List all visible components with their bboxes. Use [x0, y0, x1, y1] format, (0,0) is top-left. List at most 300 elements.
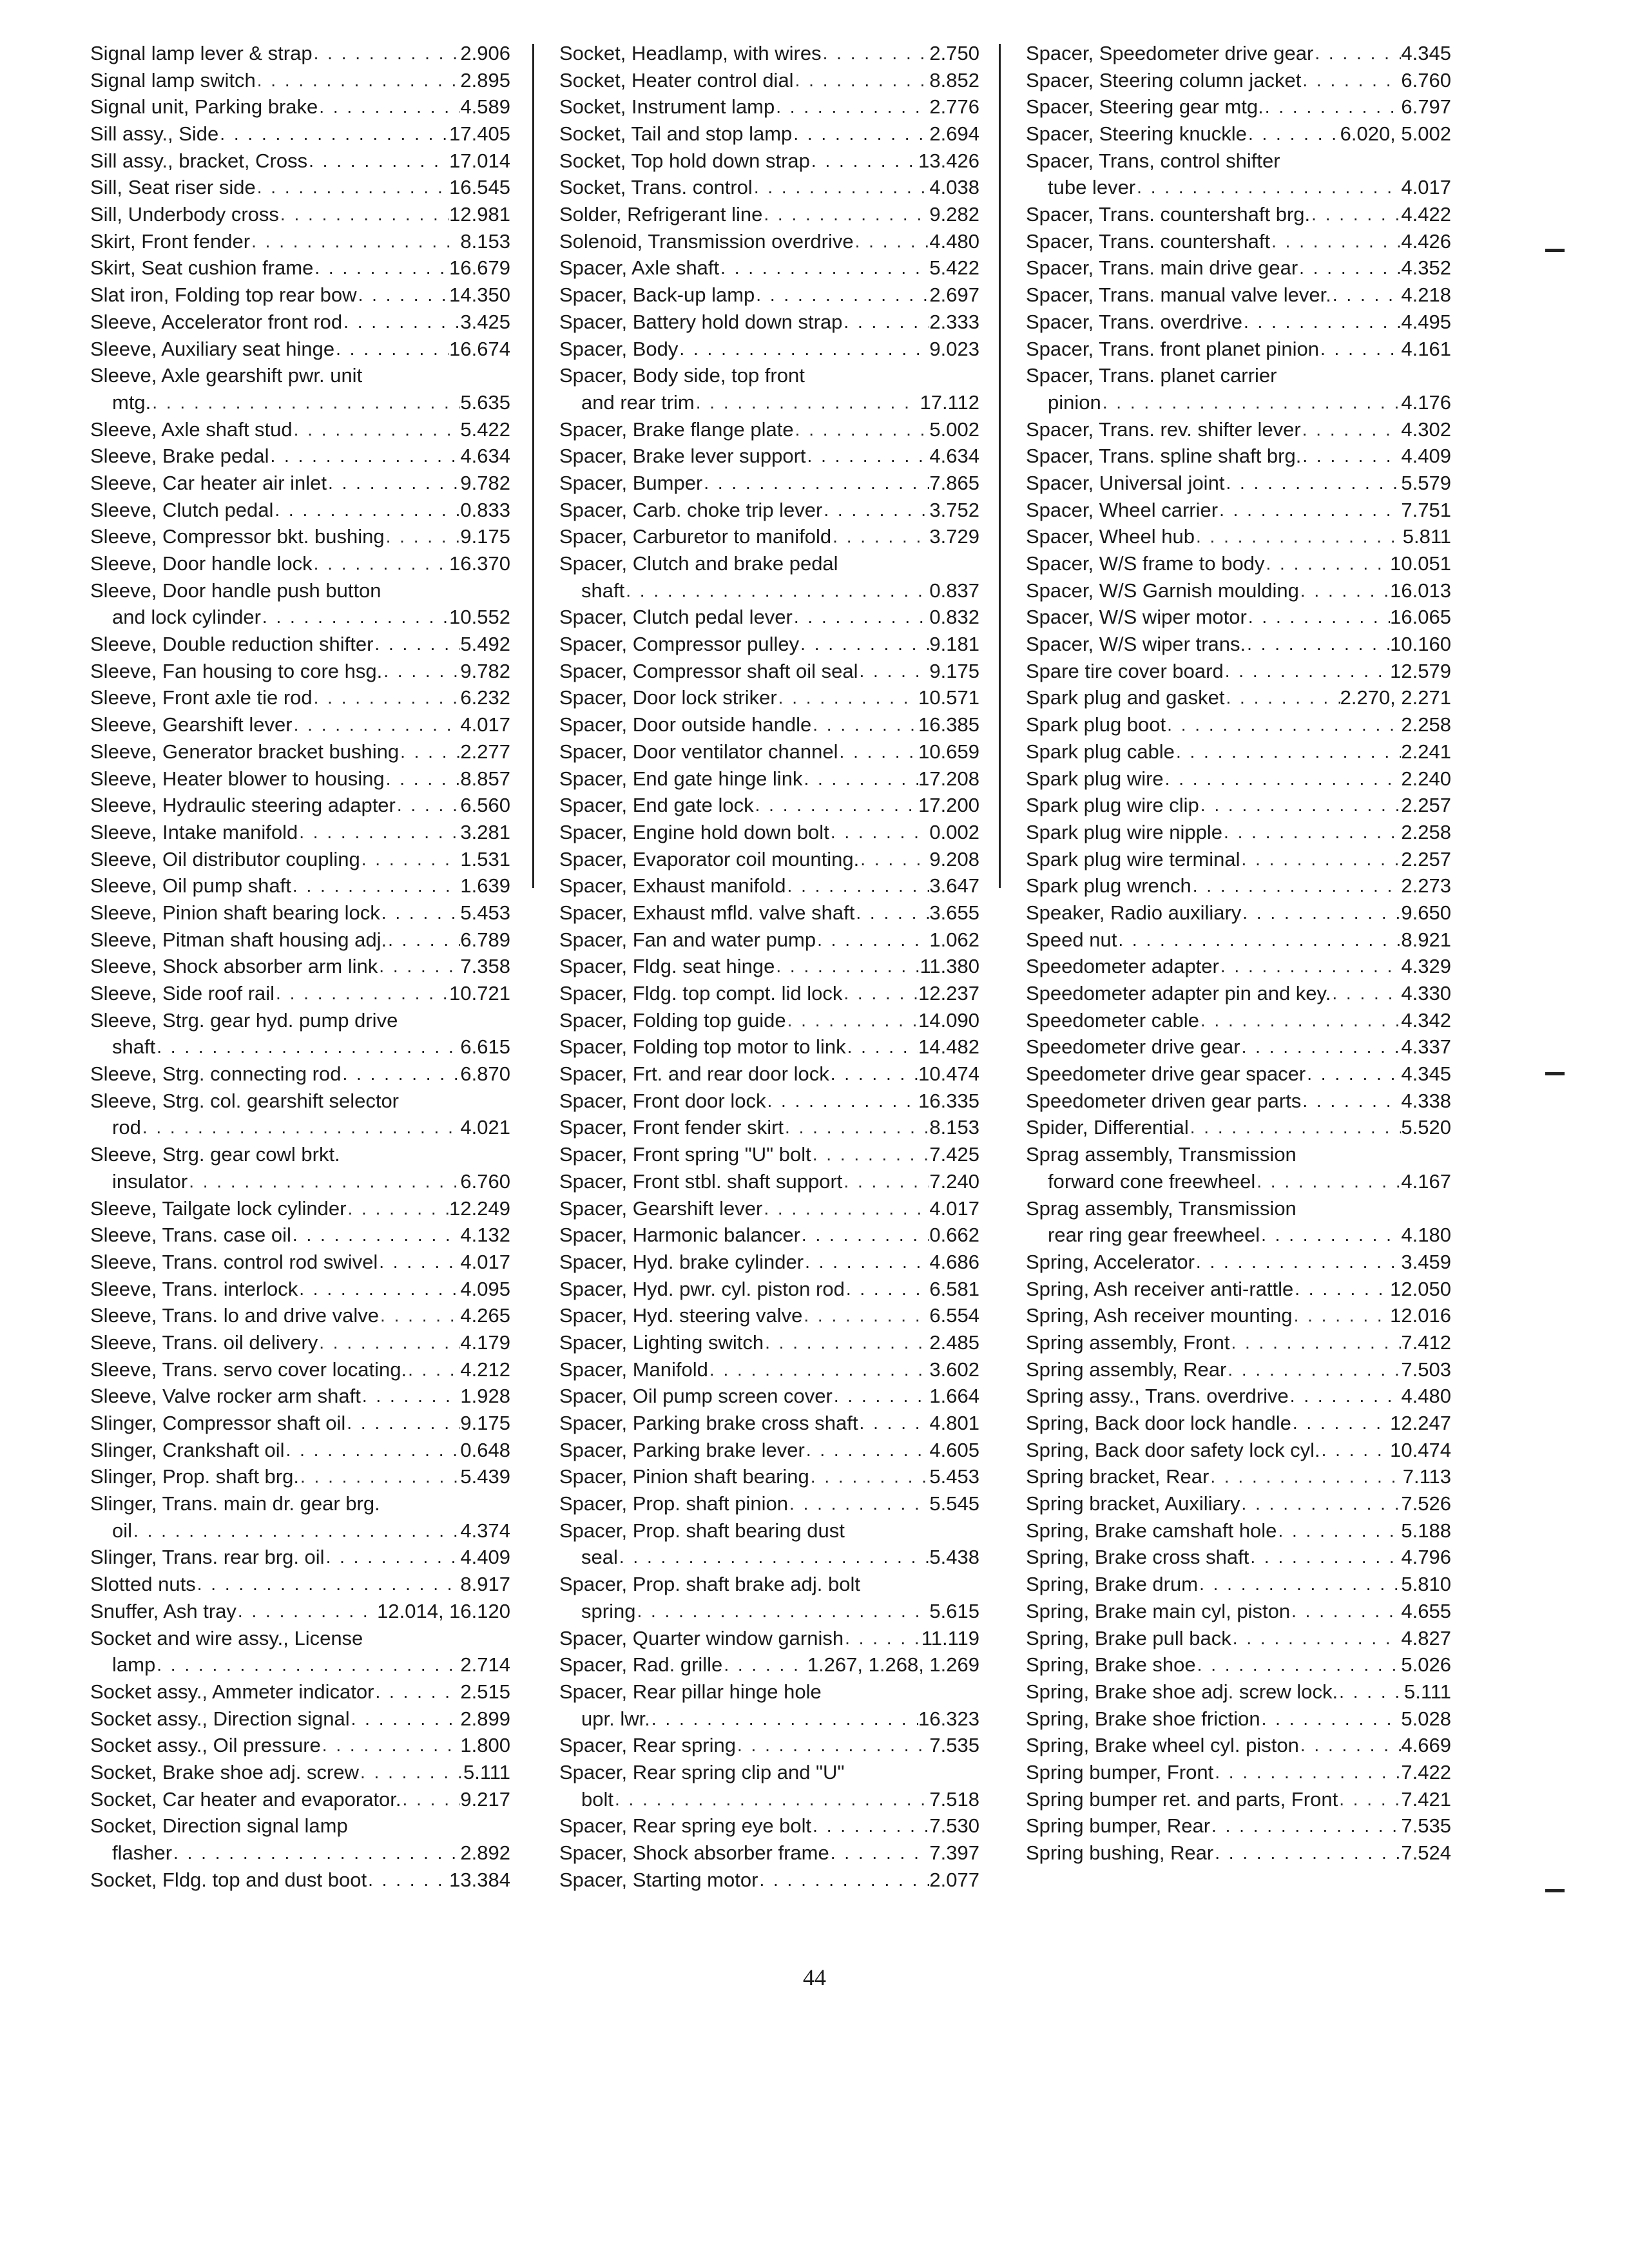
entry-reference: 8.917	[460, 1573, 510, 1596]
index-entry	[90, 685, 510, 712]
dot-leader	[1210, 1812, 1401, 1840]
index-entry	[1026, 497, 1451, 524]
entry-reference: 16.385	[918, 713, 979, 736]
entry-reference: 1.267, 1.268, 1.269	[807, 1653, 979, 1677]
index-entry	[90, 1302, 510, 1329]
index-entry	[559, 604, 979, 631]
dot-leader	[318, 1329, 460, 1356]
entry-reference: 7.535	[929, 1734, 979, 1757]
index-entry	[1026, 1410, 1451, 1437]
index-entry	[559, 953, 979, 980]
index-entry	[90, 658, 510, 685]
dot-leader	[846, 1033, 919, 1061]
entry-reference: 9.650	[1401, 901, 1451, 924]
dot-leader	[378, 1249, 460, 1276]
entry-reference: 6.615	[460, 1035, 510, 1059]
entry-reference: 4.480	[929, 229, 979, 253]
dot-leader	[1191, 872, 1402, 899]
dot-leader	[702, 470, 929, 497]
index-entry	[1026, 1840, 1451, 1867]
index-entry	[90, 1732, 510, 1759]
entry-term: Spacer, Wheel carrier	[1026, 498, 1219, 521]
entry-reference: 5.111	[1404, 1680, 1451, 1703]
entry-reference: 2.270, 2.271	[1340, 686, 1451, 709]
dot-leader	[843, 1625, 921, 1652]
entry-reference: 4.218	[1401, 284, 1451, 307]
entry-reference: 6.232	[460, 686, 510, 709]
entry-reference: 7.425	[929, 1143, 979, 1166]
index-entry	[1026, 1033, 1451, 1061]
entry-term: Socket, Tail and stop lamp	[559, 122, 793, 146]
entry-term: Spacer, Rear pillar hinge hole	[559, 1680, 822, 1703]
entry-term: seal	[581, 1546, 618, 1569]
entry-term: Spacer, Front fender skirt	[559, 1116, 784, 1139]
entry-reference: 4.409	[1401, 445, 1451, 468]
index-entry	[1026, 1812, 1451, 1840]
index-entry	[90, 67, 510, 94]
entry-term: Spacer, Carb. choke trip lever	[559, 498, 823, 521]
index-entry	[559, 765, 979, 793]
index-entry	[559, 1222, 979, 1249]
dot-leader	[1240, 1033, 1402, 1061]
entry-term: shaft	[112, 1035, 156, 1059]
dot-leader	[291, 872, 461, 899]
entry-term: Spacer, Fldg. seat hinge	[559, 955, 775, 978]
index-entry	[90, 1463, 510, 1490]
entry-term: oil	[112, 1519, 133, 1542]
dot-leader	[373, 631, 460, 658]
dot-leader	[385, 523, 461, 550]
dot-leader	[758, 1867, 929, 1894]
dot-leader	[291, 1222, 461, 1249]
entry-term: Spacer, Door ventilator channel	[559, 740, 838, 763]
entry-reference: 4.180	[1401, 1224, 1451, 1247]
index-entry	[559, 819, 979, 846]
dot-leader	[1319, 336, 1401, 363]
index-entry	[90, 148, 510, 175]
index-entry	[1026, 980, 1451, 1007]
entry-term: Spark plug boot	[1026, 713, 1166, 736]
index-entry	[1026, 550, 1451, 577]
entry-reference: 8.153	[929, 1116, 979, 1139]
entry-reference: 10.474	[918, 1062, 979, 1086]
index-entry	[90, 1598, 510, 1625]
index-entry	[1026, 953, 1451, 980]
index-entry	[559, 1383, 979, 1410]
entry-term: Spring bracket, Auxiliary	[1026, 1492, 1240, 1515]
dot-leader	[736, 1732, 929, 1759]
entry-reference: 5.579	[1401, 471, 1451, 494]
dot-leader	[1301, 416, 1402, 443]
entry-term: Spacer, End gate hinge link	[559, 767, 803, 790]
dot-leader	[1301, 67, 1401, 94]
index-entry	[559, 1544, 979, 1571]
dot-leader	[635, 1598, 929, 1625]
entry-reference: 6.870	[460, 1062, 510, 1086]
entry-term: Spark plug wrench	[1026, 874, 1191, 898]
entry-reference: 8.852	[929, 68, 979, 91]
entry-reference: 10.160	[1390, 633, 1451, 656]
index-entry	[90, 1812, 510, 1840]
index-entry	[559, 1007, 979, 1034]
index-entry	[90, 443, 510, 470]
entry-reference: 1.531	[460, 847, 510, 870]
index-entry	[559, 93, 979, 120]
dot-leader	[350, 1706, 461, 1733]
entry-reference: 7.113	[1402, 1465, 1451, 1488]
index-entry	[559, 1302, 979, 1329]
index-entry	[90, 1517, 510, 1544]
entry-reference: 10.721	[449, 982, 510, 1005]
entry-term: Spacer, Evaporator coil mounting.	[559, 847, 860, 870]
index-entry	[90, 1033, 510, 1061]
entry-reference: 17.405	[449, 122, 510, 146]
entry-term: Signal unit, Parking brake	[90, 95, 318, 119]
entry-reference: 4.167	[1401, 1169, 1451, 1193]
entry-reference: 4.017	[929, 1196, 979, 1220]
dot-leader	[1249, 1544, 1401, 1571]
entry-reference: 2.515	[460, 1680, 510, 1703]
entry-reference: 9.023	[929, 337, 979, 360]
index-entry	[1026, 738, 1451, 765]
entry-term: Slotted nuts	[90, 1573, 196, 1596]
index-entry	[90, 1759, 510, 1786]
entry-term: Sleeve, Trans. case oil	[90, 1224, 291, 1247]
index-entry	[90, 1061, 510, 1088]
entry-reference: 5.438	[929, 1546, 979, 1569]
entry-reference: 4.330	[1401, 982, 1451, 1005]
entry-reference: 11.380	[920, 955, 979, 978]
entry-reference: 3.602	[929, 1358, 979, 1381]
dot-leader	[346, 1195, 449, 1222]
dot-leader	[764, 1329, 929, 1356]
index-entry	[1026, 1168, 1451, 1195]
entry-term: Skirt, Seat cushion frame	[90, 256, 314, 280]
entry-term: Solder, Refrigerant line	[559, 203, 763, 226]
entry-term: Spacer, W/S wiper trans.	[1026, 633, 1246, 656]
index-entry	[559, 1651, 979, 1678]
entry-reference: 14.482	[918, 1035, 979, 1059]
dot-leader	[618, 1544, 930, 1571]
entry-term: Spark plug and gasket	[1026, 686, 1225, 709]
dot-leader	[799, 631, 929, 658]
entry-term: Spacer, Exhaust mfld. valve shaft	[559, 901, 855, 924]
entry-reference: 8.921	[1401, 928, 1451, 951]
index-entry	[90, 120, 510, 148]
entry-term: Sleeve, Brake pedal	[90, 445, 269, 468]
dot-leader	[345, 1410, 460, 1437]
index-entry	[1026, 1222, 1451, 1249]
dot-leader	[829, 1840, 930, 1867]
entry-reference: 6.760	[1401, 68, 1451, 91]
index-entry	[90, 1329, 510, 1356]
entry-term: Spring, Ash receiver mounting	[1026, 1304, 1293, 1327]
entry-reference: 9.175	[929, 659, 979, 682]
index-entry	[559, 228, 979, 255]
dot-leader	[1224, 658, 1390, 685]
entry-reference: 4.345	[1401, 1062, 1451, 1086]
entry-reference: 2.485	[929, 1331, 979, 1354]
entry-reference: 16.323	[918, 1707, 979, 1730]
entry-reference: 2.241	[1401, 740, 1451, 763]
index-entry	[559, 1195, 979, 1222]
entry-term: Spacer, End gate lock	[559, 794, 754, 817]
index-entry	[90, 255, 510, 282]
index-entry	[559, 1598, 979, 1625]
dot-leader	[1338, 1678, 1404, 1706]
entry-term: Spacer, Wheel hub	[1026, 525, 1195, 548]
entry-term: Sleeve, Trans. lo and drive valve	[90, 1304, 380, 1327]
index-entry	[1026, 1249, 1451, 1276]
entry-reference: 14.090	[918, 1008, 979, 1032]
entry-term: and rear trim	[581, 390, 695, 414]
entry-term: Spacer, Clutch pedal lever	[559, 606, 793, 629]
index-entry	[1026, 765, 1451, 793]
entry-reference: 2.240	[1401, 767, 1451, 790]
dot-leader	[1264, 550, 1390, 577]
dot-leader	[811, 711, 918, 738]
dot-leader	[792, 120, 929, 148]
entry-term: Sleeve, Trans. control rod swivel	[90, 1250, 378, 1273]
entry-term: Spacer, Bumper	[559, 471, 703, 494]
entry-reference: 4.345	[1401, 41, 1451, 64]
entry-term: Spring, Brake shoe adj. screw lock.	[1026, 1680, 1338, 1703]
dot-leader	[379, 1302, 460, 1329]
dot-leader	[1209, 1463, 1402, 1490]
dot-leader	[1260, 1706, 1402, 1733]
index-entry	[1026, 1007, 1451, 1034]
index-entry	[1026, 1706, 1451, 1733]
entry-term: Spacer, Prop. shaft bearing dust	[559, 1519, 845, 1542]
index-entry	[90, 1195, 510, 1222]
entry-reference: 5.615	[929, 1599, 979, 1622]
entry-term: Spring assembly, Rear	[1026, 1358, 1227, 1381]
entry-reference: 4.095	[460, 1277, 510, 1300]
entry-term: Spring, Back door lock handle	[1026, 1412, 1291, 1435]
index-entry	[90, 389, 510, 416]
index-entry	[1026, 658, 1451, 685]
entry-reference: 2.333	[929, 310, 979, 333]
index-entry	[1026, 631, 1451, 658]
entry-term: Spring, Brake pull back	[1026, 1626, 1231, 1649]
index-entry	[1026, 872, 1451, 899]
dot-leader	[838, 738, 919, 765]
entry-term: Solenoid, Transmission overdrive	[559, 229, 854, 253]
dot-leader	[786, 872, 930, 899]
index-entry	[90, 228, 510, 255]
index-entry	[1026, 362, 1451, 389]
index-entry	[90, 1168, 510, 1195]
entry-reference: 2.694	[929, 122, 979, 146]
entry-reference: 2.273	[1401, 874, 1451, 898]
index-entry	[559, 1706, 979, 1733]
entry-reference: 6.760	[460, 1169, 510, 1193]
entry-term: Spring bracket, Rear	[1026, 1465, 1210, 1488]
index-entry	[1026, 443, 1451, 470]
entry-reference: 4.669	[1401, 1734, 1451, 1757]
entry-term: Sleeve, Strg. gear hyd. pump drive	[90, 1008, 398, 1032]
entry-reference: 2.895	[460, 68, 510, 91]
index-entry	[1026, 1786, 1451, 1813]
index-entry	[90, 416, 510, 443]
entry-term: Speed nut	[1026, 928, 1117, 951]
dot-leader	[218, 120, 449, 148]
entry-term: Speedometer adapter	[1026, 955, 1219, 978]
dot-leader	[800, 1222, 930, 1249]
index-entry	[1026, 1625, 1451, 1652]
entry-term: Sleeve, Clutch pedal	[90, 498, 274, 521]
entry-term: Signal lamp lever & strap	[90, 41, 313, 64]
entry-term: Spare tire cover board	[1026, 659, 1224, 682]
entry-term: Spacer, Folding top guide	[559, 1008, 786, 1032]
entry-reference: 5.111	[463, 1760, 510, 1783]
index-entry	[559, 846, 979, 873]
dot-leader	[822, 497, 929, 524]
entry-term: Spacer, Battery hold down strap	[559, 310, 843, 333]
index-entry	[559, 389, 979, 416]
entry-term: Spacer, Manifold	[559, 1358, 708, 1381]
dot-leader	[385, 765, 461, 793]
index-entry	[559, 1625, 979, 1652]
entry-term: Spacer, Brake flange plate	[559, 418, 794, 441]
index-entry	[90, 1410, 510, 1437]
dot-leader	[172, 1840, 460, 1867]
index-entry	[1026, 1088, 1451, 1115]
entry-reference: 12.237	[918, 982, 979, 1005]
dot-leader	[842, 309, 929, 336]
dot-leader	[1213, 1759, 1401, 1786]
entry-term: Spacer, Exhaust manifold	[559, 874, 786, 898]
dot-leader	[1199, 792, 1402, 819]
dot-leader	[1229, 1329, 1401, 1356]
index-entry	[559, 523, 979, 550]
entry-term: Spacer, Rad. grille	[559, 1653, 723, 1677]
entry-term: Socket assy., Direction signal	[90, 1707, 350, 1730]
margin-mark	[1545, 1889, 1565, 1892]
index-entry	[90, 1867, 510, 1894]
dot-leader	[1199, 1007, 1402, 1034]
dot-leader	[256, 67, 461, 94]
index-entry	[559, 658, 979, 685]
dot-leader	[1164, 765, 1402, 793]
entry-term: Spacer, Carburetor to manifold	[559, 525, 832, 548]
entry-term: Spacer, Trans. countershaft brg.	[1026, 203, 1311, 226]
index-entry	[1026, 1141, 1451, 1168]
entry-reference: 3.647	[929, 874, 979, 898]
dot-leader	[753, 174, 930, 201]
dot-leader	[360, 846, 461, 873]
entry-reference: 4.589	[460, 95, 510, 119]
entry-term: Sleeve, Fan housing to core hsg.	[90, 659, 383, 682]
index-entry	[1026, 1329, 1451, 1356]
entry-term: Spacer, Steering column jacket	[1026, 68, 1302, 91]
index-entry	[559, 255, 979, 282]
dot-leader	[1291, 1410, 1390, 1437]
entry-reference: 4.686	[929, 1250, 979, 1273]
entry-term: Sleeve, Car heater air inlet	[90, 471, 327, 494]
entry-term: Speedometer cable	[1026, 1008, 1199, 1032]
entry-term: Sleeve, Pitman shaft housing adj.	[90, 928, 387, 951]
dot-leader	[132, 1517, 460, 1544]
entry-reference: 4.017	[1401, 176, 1451, 199]
entry-term: Sleeve, Double reduction shifter	[90, 633, 374, 656]
entry-reference: 10.051	[1390, 552, 1451, 575]
entry-term: Spacer, Harmonic balancer	[559, 1224, 800, 1247]
dot-leader	[613, 1786, 929, 1813]
index-entry	[559, 362, 979, 389]
entry-reference: 5.520	[1401, 1116, 1451, 1139]
entry-term: Spacer, W/S wiper motor	[1026, 606, 1247, 629]
dot-leader	[1270, 228, 1401, 255]
margin-mark	[1545, 1072, 1565, 1075]
index-entry	[1026, 1383, 1451, 1410]
dot-leader	[1240, 1490, 1402, 1517]
index-entry	[90, 738, 510, 765]
dot-leader	[313, 685, 461, 712]
index-entry	[559, 1088, 979, 1115]
index-entry	[559, 470, 979, 497]
entry-term: Spring bushing, Rear	[1026, 1841, 1214, 1865]
dot-leader	[380, 899, 461, 927]
dot-leader	[1246, 631, 1390, 658]
index-entry	[1026, 40, 1451, 67]
index-entry	[1026, 148, 1451, 175]
dot-leader	[285, 1437, 461, 1464]
entry-term: bolt	[581, 1787, 613, 1811]
entry-reference: 13.426	[918, 149, 979, 172]
index-entry	[559, 309, 979, 336]
entry-term: Spacer, Trans, control shifter	[1026, 149, 1280, 172]
dot-leader	[367, 1867, 449, 1894]
index-entry	[1026, 228, 1451, 255]
entry-term: Sleeve, Door handle lock	[90, 552, 313, 575]
entry-reference: 9.782	[460, 659, 510, 682]
entry-reference: 4.655	[1401, 1599, 1451, 1622]
entry-reference: 5.026	[1401, 1653, 1451, 1677]
entry-term: Sleeve, Trans. interlock	[90, 1277, 298, 1300]
dot-leader	[833, 1383, 930, 1410]
dot-leader	[842, 980, 918, 1007]
entry-term: Spring assy., Trans. overdrive	[1026, 1385, 1289, 1408]
index-entry	[90, 1141, 510, 1168]
index-entry	[1026, 201, 1451, 228]
column-divider	[999, 44, 1001, 888]
entry-reference: 7.751	[1401, 498, 1451, 521]
entry-term: Sleeve, Oil distributor coupling	[90, 847, 360, 870]
dot-leader	[155, 1651, 460, 1678]
entry-term: Speedometer adapter pin and key.	[1026, 982, 1331, 1005]
column-divider	[532, 44, 534, 888]
dot-leader	[307, 148, 449, 175]
index-entry	[1026, 67, 1451, 94]
dot-leader	[1277, 1517, 1401, 1544]
entry-reference: 2.750	[929, 41, 979, 64]
dot-leader	[325, 1544, 461, 1571]
entry-term: Socket, Car heater and evaporator.	[90, 1787, 401, 1811]
dot-leader	[273, 497, 460, 524]
dot-leader	[1331, 980, 1401, 1007]
index-entry	[1026, 577, 1451, 604]
entry-term: Spring, Brake wheel cyl. piston	[1026, 1734, 1299, 1757]
index-entry	[559, 631, 979, 658]
index-entry	[90, 336, 510, 363]
entry-term: pinion	[1048, 390, 1101, 414]
entry-term: Socket, Headlamp, with wires	[559, 41, 822, 64]
entry-reference: 1.639	[460, 874, 510, 898]
dot-leader	[1240, 846, 1402, 873]
entry-reference: 7.530	[929, 1814, 979, 1838]
entry-term: Signal lamp switch	[90, 68, 256, 91]
